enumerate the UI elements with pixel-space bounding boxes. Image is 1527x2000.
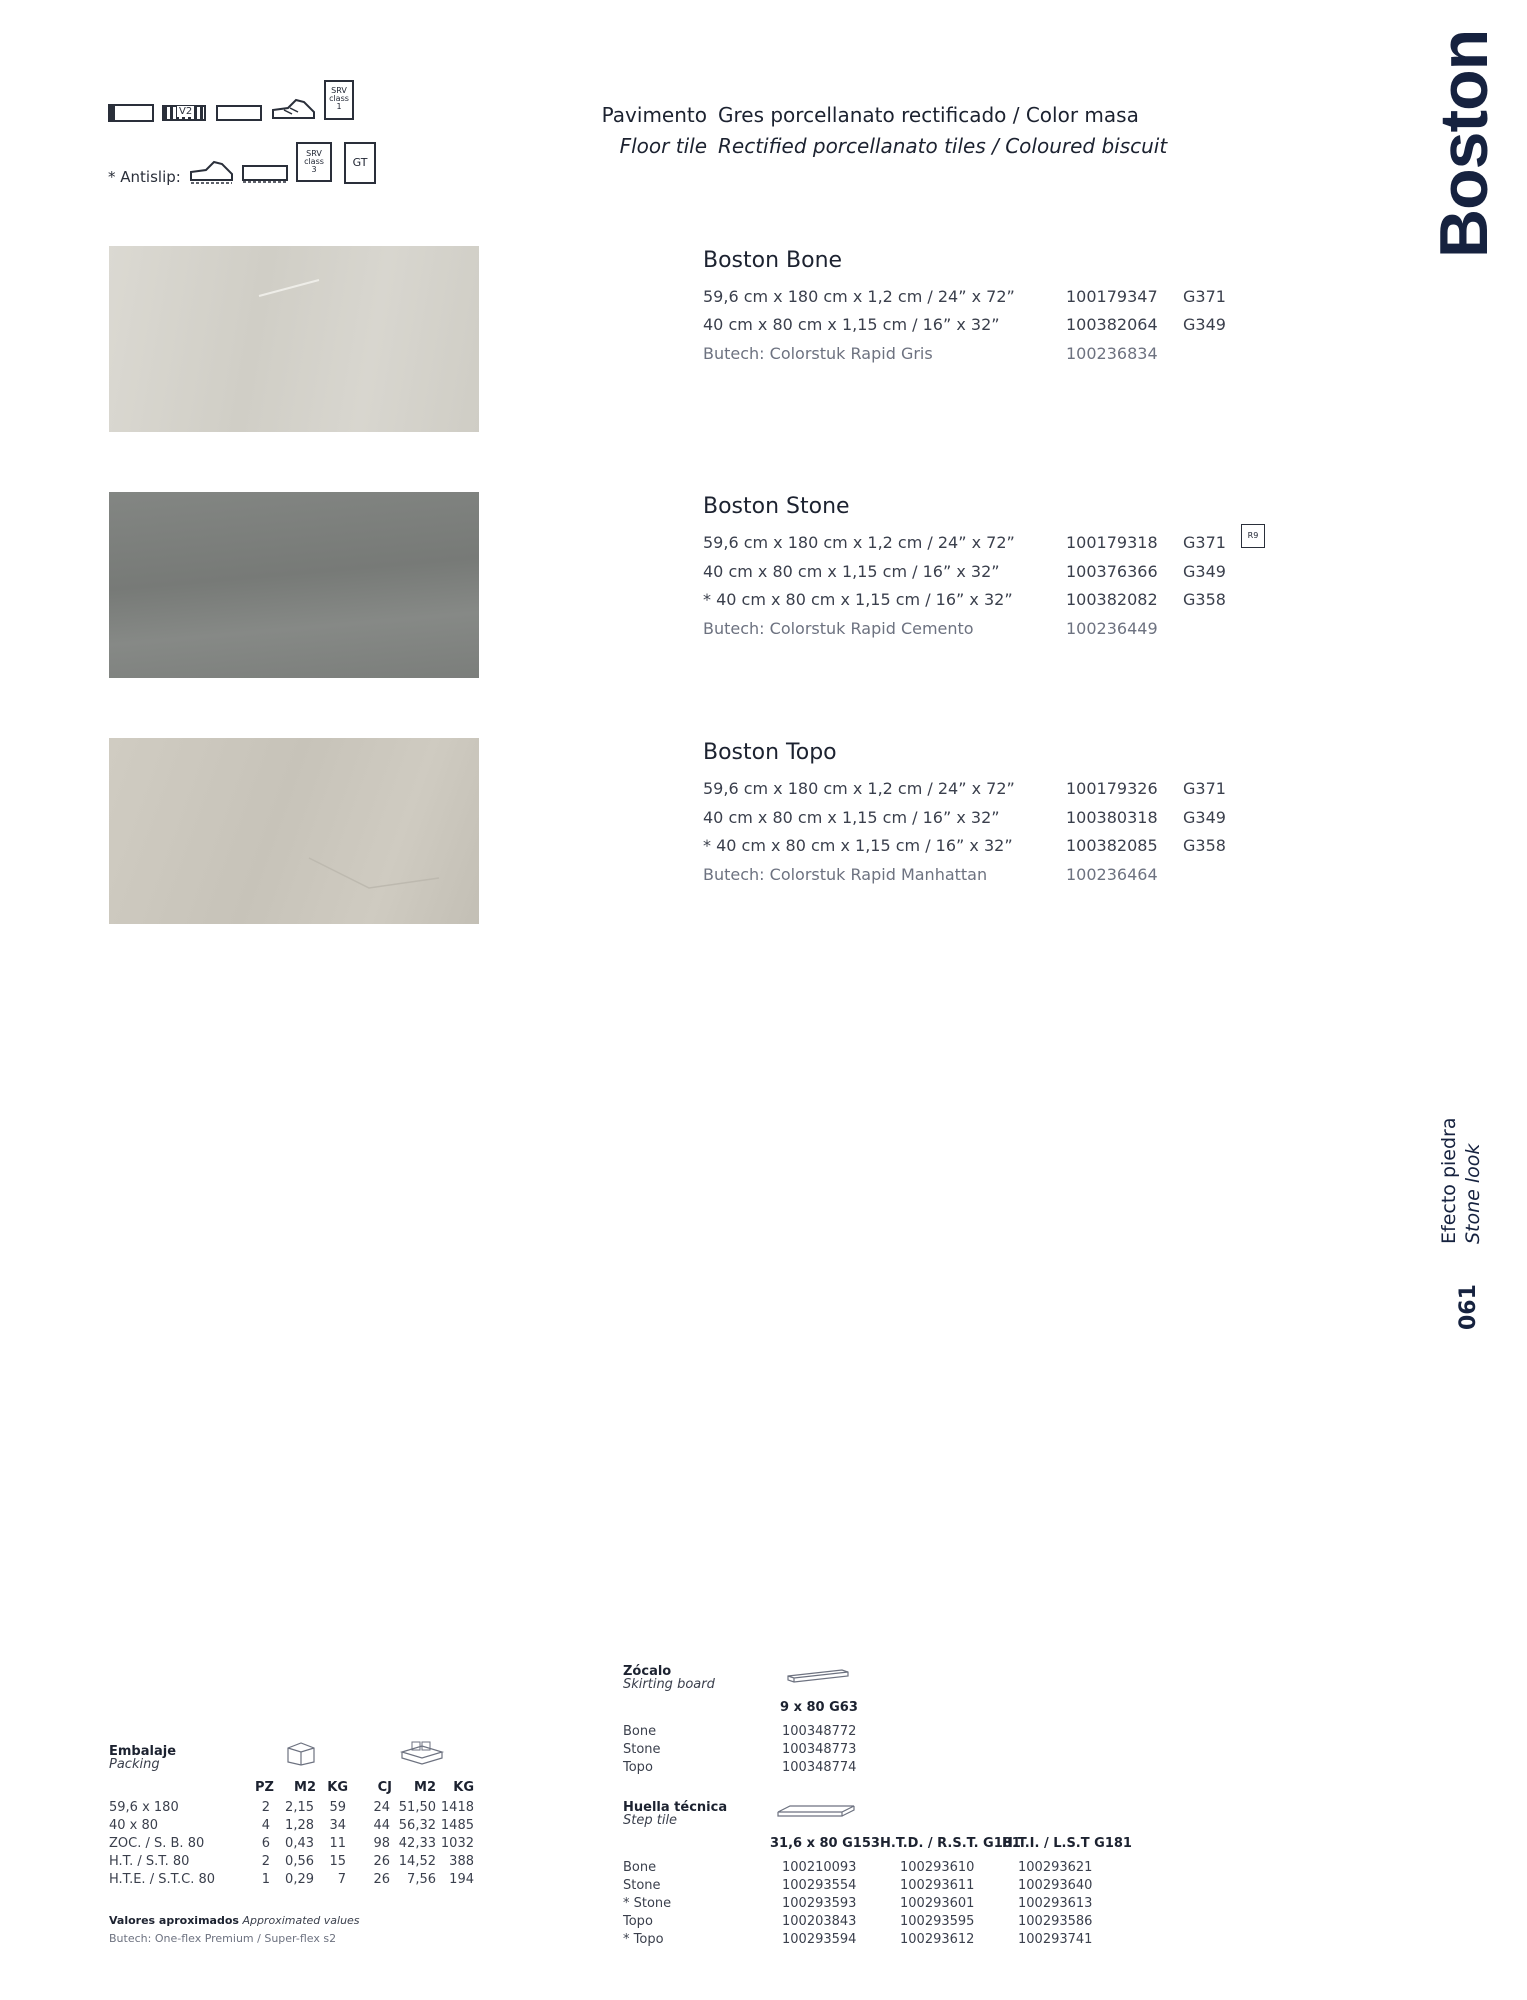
stone-row-2-size: 40 cm x 80 cm x 1,15 cm / 16” x 32” [703, 562, 1000, 581]
step-cell: 100293621 [1018, 1860, 1093, 1875]
packing-cell: 11 [329, 1836, 346, 1851]
bone-butech-code: 100236834 [1066, 344, 1158, 363]
packing-cell: 0,43 [285, 1836, 314, 1851]
brand-title: Boston [1426, 29, 1502, 258]
skirting-row-label: Bone [623, 1724, 657, 1739]
step-cell: 100293554 [782, 1878, 857, 1893]
stone-row-3-size: * 40 cm x 80 cm x 1,15 cm / 16” x 32” [703, 590, 1013, 609]
step-cell: 100293741 [1018, 1932, 1093, 1947]
stone-look-label: Stone look [1462, 1143, 1484, 1244]
packing-title: Embalaje [109, 1744, 177, 1759]
topo-row-2-size: 40 cm x 80 cm x 1,15 cm / 16” x 32” [703, 808, 1000, 827]
step-cell: 100293640 [1018, 1878, 1093, 1893]
topo-row-1-size: 59,6 cm x 180 cm x 1,2 cm / 24” x 72” [703, 779, 1015, 798]
step-cell: 100293611 [900, 1878, 975, 1893]
packing-cell: 1,28 [285, 1818, 314, 1833]
header-en-desc: Rectified porcellanato tiles / Coloured biscuit [718, 134, 1168, 158]
skirting-row-label: Topo [623, 1760, 653, 1775]
stone-row-1-group: G371 [1183, 533, 1226, 552]
packing-cell: 4 [261, 1818, 270, 1833]
step-row-label: Stone [623, 1878, 661, 1893]
packing-cell: 194 [449, 1872, 474, 1887]
topo-row-1-code: 100179326 [1066, 779, 1158, 798]
packing-row-label: 59,6 x 180 [109, 1800, 179, 1815]
packing-cell: 24 [373, 1800, 390, 1815]
stone-row-2-group: G349 [1183, 562, 1226, 581]
swatch-boston-stone [109, 492, 479, 678]
step-tile-icon [776, 1802, 856, 1824]
skirting-title-en: Skirting board [623, 1677, 715, 1692]
skirting-row-label: Stone [623, 1742, 661, 1757]
step-row-label: * Stone [623, 1896, 672, 1911]
approx-values-es: Valores aproximados [109, 1914, 239, 1927]
packing-cell: 34 [329, 1818, 346, 1833]
packing-header-kg-pallet: KG [453, 1780, 474, 1795]
step-col-header: H.T.D. / R.S.T. G181 [880, 1836, 1021, 1851]
product-title-stone: Boston Stone [703, 494, 850, 519]
packing-cell: 14,52 [398, 1854, 436, 1869]
page-number: 061 [1456, 1284, 1481, 1330]
packing-cell: 6 [261, 1836, 270, 1851]
srv-class-3-badge: SRV class 3 [296, 142, 332, 182]
packing-cell: 1418 [440, 1800, 474, 1815]
bone-row-2-size: 40 cm x 80 cm x 1,15 cm / 16” x 32” [703, 315, 1000, 334]
packing-cell: 2 [261, 1854, 270, 1869]
packing-cell: 26 [373, 1872, 390, 1887]
bone-row-2-code: 100382064 [1066, 315, 1158, 334]
efecto-piedra-label: Efecto piedra [1438, 1117, 1460, 1244]
step-cell: 100293610 [900, 1860, 975, 1875]
step-title: Huella técnica [623, 1800, 728, 1815]
header-es-label: Pavimento [601, 103, 707, 127]
packing-cell: 7 [337, 1872, 346, 1887]
skirting-row-code: 100348772 [782, 1724, 857, 1739]
bone-row-2-group: G349 [1183, 315, 1226, 334]
stone-row-3-code: 100382082 [1066, 590, 1158, 609]
stone-row-2-code: 100376366 [1066, 562, 1158, 581]
step-row-label: * Topo [623, 1932, 664, 1947]
approx-values-note [109, 1914, 360, 1927]
step-cell: 100210093 [782, 1860, 857, 1875]
packing-header-kg: KG [327, 1780, 348, 1795]
bone-butech: Butech: Colorstuk Rapid Gris [703, 344, 933, 363]
skirting-row-code: 100348773 [782, 1742, 857, 1757]
approx-values-en: Approximated values [242, 1914, 360, 1927]
wall-tile-icon [216, 102, 262, 124]
packing-cell: 1 [261, 1872, 270, 1887]
packing-header-m2: M2 [294, 1780, 316, 1795]
stone-butech-code: 100236449 [1066, 619, 1158, 638]
product-title-bone: Boston Bone [703, 248, 843, 273]
antislip-label: * Antislip: [108, 168, 181, 186]
topo-butech: Butech: Colorstuk Rapid Manhattan [703, 865, 988, 884]
bone-row-1-group: G371 [1183, 287, 1226, 306]
swatch-boston-topo [109, 738, 479, 924]
topo-row-3-size: * 40 cm x 80 cm x 1,15 cm / 16” x 32” [703, 836, 1013, 855]
packing-cell: 0,56 [285, 1854, 314, 1869]
packing-cell: 15 [329, 1854, 346, 1869]
topo-butech-code: 100236464 [1066, 865, 1158, 884]
step-row-label: Topo [623, 1914, 653, 1929]
srv-class-1-badge: SRV class 1 [324, 80, 354, 120]
packing-cell: 1485 [440, 1818, 474, 1833]
stone-butech: Butech: Colorstuk Rapid Cemento [703, 619, 974, 638]
packing-header-m2-pallet: M2 [414, 1780, 436, 1795]
packing-row-label: H.T. / S.T. 80 [109, 1854, 190, 1869]
skirting-board-icon [786, 1666, 850, 1686]
packing-cell: 98 [373, 1836, 390, 1851]
product-title-topo: Boston Topo [703, 740, 837, 765]
box-icon [284, 1740, 318, 1766]
topo-row-3-group: G358 [1183, 836, 1226, 855]
packing-cell: 1032 [440, 1836, 474, 1851]
bone-vein [109, 246, 479, 432]
step-cell: 100203843 [782, 1914, 857, 1929]
topo-row-2-group: G349 [1183, 808, 1226, 827]
packing-cell: 388 [449, 1854, 474, 1869]
topo-row-2-code: 100380318 [1066, 808, 1158, 827]
v2-label: V2 [179, 106, 193, 117]
packing-header-pz: PZ [255, 1780, 274, 1795]
gt-badge: GT [344, 142, 376, 184]
step-cell: 100293586 [1018, 1914, 1093, 1929]
step-col-header: H.T.I. / L.S.T G181 [1002, 1836, 1132, 1851]
packing-title-en: Packing [109, 1757, 160, 1772]
antislip-tile-icon [242, 162, 290, 184]
packing-cell: 2,15 [285, 1800, 314, 1815]
antislip-shoe-icon [188, 158, 236, 186]
skirting-col-header: 9 x 80 G63 [780, 1700, 858, 1715]
header-en-label: Floor tile [619, 134, 707, 158]
packing-cell: 0,29 [285, 1872, 314, 1887]
packing-cell: 59 [329, 1800, 346, 1815]
packing-cell: 42,33 [398, 1836, 436, 1851]
bone-row-1-size: 59,6 cm x 180 cm x 1,2 cm / 24” x 72” [703, 287, 1015, 306]
topo-vein [109, 738, 479, 924]
stone-row-1-size: 59,6 cm x 180 cm x 1,2 cm / 24” x 72” [703, 533, 1015, 552]
step-col-header: 31,6 x 80 G153 [770, 1836, 880, 1851]
packing-header-cj: CJ [377, 1780, 392, 1795]
skirting-title: Zócalo [623, 1664, 672, 1679]
usage-icons [108, 78, 388, 193]
step-cell: 100293612 [900, 1932, 975, 1947]
packing-cell: 51,50 [398, 1800, 436, 1815]
packing-cell: 56,32 [398, 1818, 436, 1833]
step-row-label: Bone [623, 1860, 657, 1875]
step-cell: 100293595 [900, 1914, 975, 1929]
step-cell: 100293613 [1018, 1896, 1093, 1911]
step-cell: 100293593 [782, 1896, 857, 1911]
packing-row-label: 40 x 80 [109, 1818, 159, 1833]
packing-cell: 7,56 [407, 1872, 436, 1887]
packing-cell: 2 [261, 1800, 270, 1815]
step-cell: 100293594 [782, 1932, 857, 1947]
bone-row-1-code: 100179347 [1066, 287, 1158, 306]
header-es-desc: Gres porcellanato rectificado / Color masa [718, 103, 1139, 127]
pallet-icon [398, 1740, 446, 1766]
packing-row-label: ZOC. / S. B. 80 [109, 1836, 205, 1851]
step-cell: 100293601 [900, 1896, 975, 1911]
packing-cell: 26 [373, 1854, 390, 1869]
packing-cell: 44 [373, 1818, 390, 1833]
floor-tile-icon [108, 102, 154, 124]
stone-row-3-group: G358 [1183, 590, 1226, 609]
stone-row-1-code: 100179318 [1066, 533, 1158, 552]
swatch-boston-bone [109, 246, 479, 432]
v2-variation-icon [162, 105, 206, 121]
step-title-en: Step tile [623, 1813, 678, 1828]
packing-row-label: H.T.E. / S.T.C. 80 [109, 1872, 215, 1887]
skirting-row-code: 100348774 [782, 1760, 857, 1775]
packing-butech: Butech: One-flex Premium / Super-flex s2 [109, 1932, 337, 1945]
topo-row-1-group: G371 [1183, 779, 1226, 798]
topo-row-3-code: 100382085 [1066, 836, 1158, 855]
foot-traffic-icon [270, 96, 318, 124]
r9-badge: R9 [1241, 524, 1265, 548]
